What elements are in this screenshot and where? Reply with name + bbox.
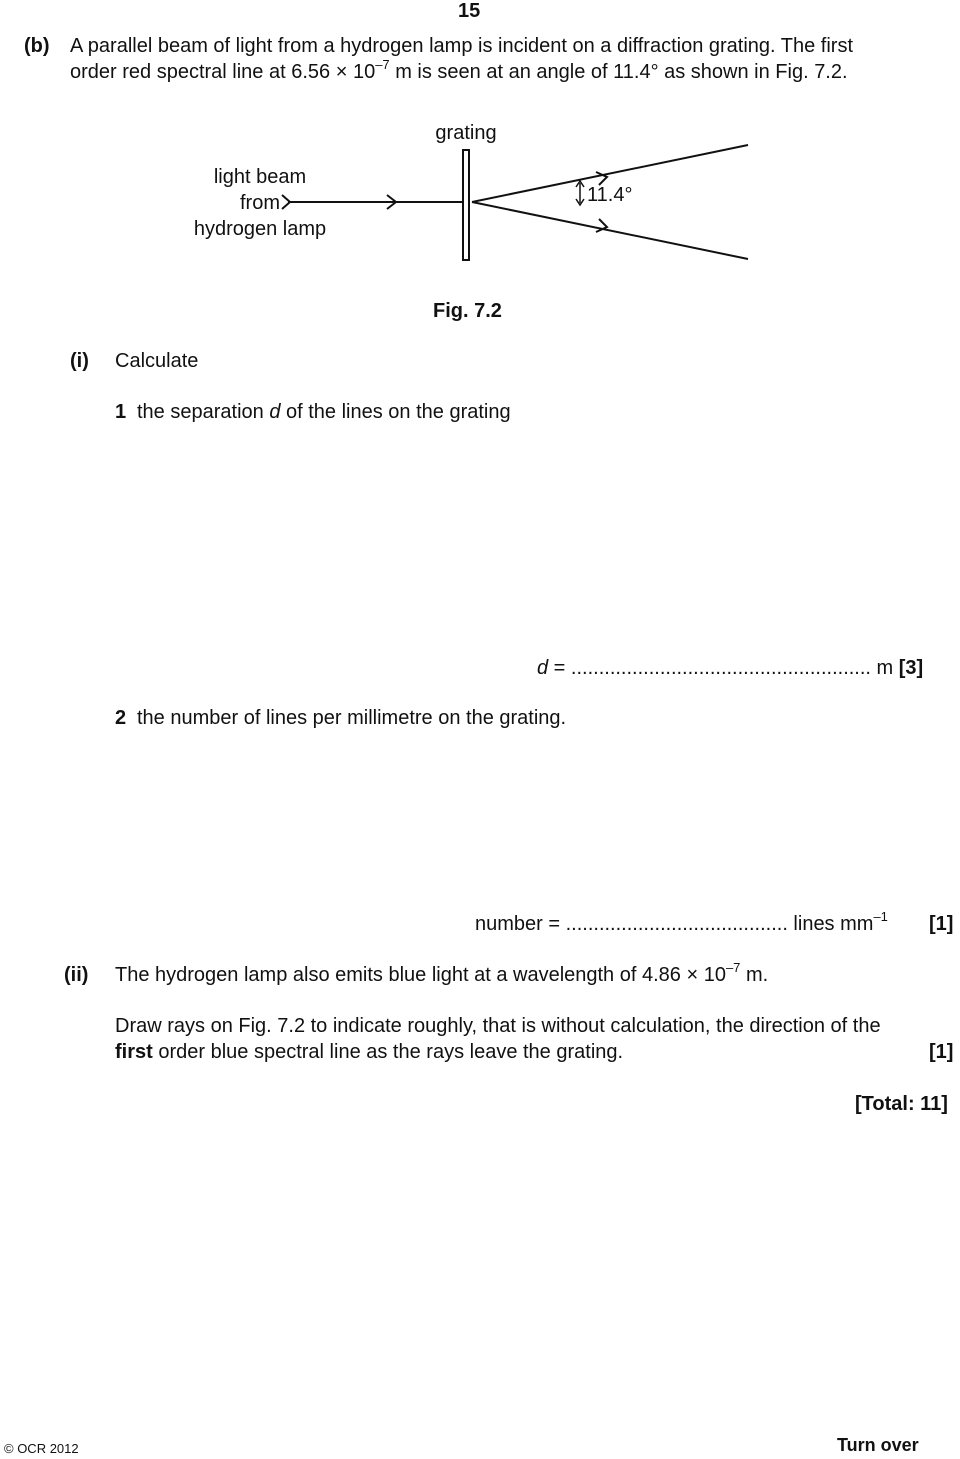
answer-1-marks: [3] — [898, 657, 924, 679]
beam-label-2: from — [240, 192, 280, 214]
part-b-line2-pre: order red spectral line at 6.56 × 10 — [70, 61, 376, 83]
beam-label-1: light beam — [213, 166, 307, 188]
part-ii-line1-post: m. — [740, 964, 769, 986]
part-b-line2-post: m is seen at an angle of 11.4° as shown in Fig. 7.2. — [389, 61, 848, 83]
total-marks: [Total: 11] — [855, 1093, 948, 1115]
beam-label-3: hydrogen lamp — [193, 218, 327, 240]
part-i-label: (i) — [70, 350, 89, 372]
answer-2-exponent: –1 — [873, 909, 888, 924]
answer-1-text: = ...................................................... m — [548, 657, 899, 679]
part-ii-marks: [1] — [929, 1041, 954, 1063]
answer-1-line[interactable] — [537, 657, 923, 680]
question-2-number: 2 — [115, 707, 127, 729]
part-ii-line1-pre: The hydrogen lamp also emits blue light at a wavelength of 4.86 × 10 — [115, 964, 726, 986]
lower-diffracted-ray — [472, 202, 748, 259]
part-b-line2 — [70, 57, 848, 84]
part-ii-line3-bold: first — [115, 1041, 153, 1063]
part-i-prompt: Calculate — [115, 350, 199, 372]
part-ii-line3 — [115, 1041, 623, 1064]
footer-turn-over: Turn over — [837, 1435, 919, 1455]
footer-copyright: © OCR 2012 — [4, 1441, 79, 1456]
answer-1-variable: d — [537, 657, 549, 679]
incident-arrow-1-icon — [282, 195, 290, 209]
question-1-variable: d — [269, 401, 281, 423]
part-b-line1: A parallel beam of light from a hydrogen lamp is incident on a diffraction grating. The first — [70, 35, 854, 57]
page-number: 15 — [458, 0, 481, 22]
grating-label: grating — [435, 122, 497, 144]
angle-label: 11.4° — [587, 184, 633, 206]
answer-2-line[interactable] — [475, 909, 888, 936]
grating-icon — [463, 150, 469, 260]
question-2-text: the number of lines per millimetre on the grating. — [137, 707, 567, 729]
figure-diagram — [0, 115, 960, 275]
question-1-text — [137, 401, 511, 424]
question-1-number: 1 — [115, 401, 127, 423]
part-b-line2-exponent: –7 — [375, 57, 390, 72]
part-ii-line3-rest: order blue spectral line as the rays leave the grating. — [152, 1041, 624, 1063]
figure-7-2 — [0, 115, 960, 275]
figure-caption: Fig. 7.2 — [433, 300, 502, 322]
question-1-pre: the separation — [137, 401, 270, 423]
answer-2-marks: [1] — [929, 913, 954, 935]
part-b-label: (b) — [24, 35, 50, 57]
part-ii-line1 — [115, 960, 769, 987]
answer-2-text: number = ........................................ lines mm — [475, 913, 874, 935]
part-ii-line2: Draw rays on Fig. 7.2 to indicate roughly, that is without calculation, the direction of the — [115, 1015, 881, 1037]
part-ii-label: (ii) — [64, 964, 89, 986]
question-1-post: of the lines on the grating — [280, 401, 511, 423]
part-ii-line1-exponent: –7 — [725, 960, 741, 975]
